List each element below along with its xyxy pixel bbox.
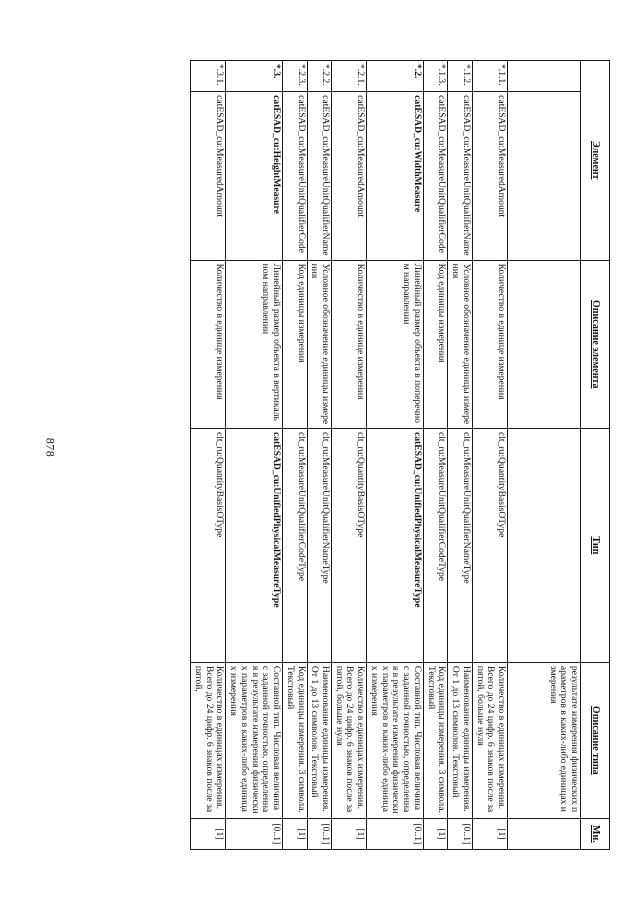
table-header-row bbox=[581, 61, 610, 850]
type-description: Количество в единицах измерения. Всего до 24 цифр. 6 знаков после запятой, больше нуля bbox=[331, 662, 366, 818]
multiplicity: [0..1] bbox=[367, 818, 424, 849]
element-name: catESAD_cu:HeightMeasure bbox=[226, 92, 283, 260]
element-name: catESAD_cu:MeasuredAmount bbox=[472, 92, 507, 260]
element-name: catESAD_cu:MeasuredAmount bbox=[191, 92, 226, 260]
type-name: catESAD_cu:UnifiedPhysicalMeasureType bbox=[226, 428, 283, 662]
type-description: результате измерения физических параметров в каких-либо единицах измерения bbox=[508, 662, 581, 818]
element-name bbox=[508, 92, 581, 260]
type-description: Наименование единицы измерения. От 1 до 13 символов. Текстовый bbox=[448, 662, 472, 818]
multiplicity bbox=[508, 818, 581, 849]
table-row bbox=[283, 61, 307, 850]
type-name: clt_ru:QuantityBasisOType bbox=[331, 428, 366, 662]
header-type-description: Описание типа bbox=[581, 662, 610, 818]
element-description: Линейный размер объекта в вертикальном направлении bbox=[226, 260, 283, 428]
row-index: *.1.3. bbox=[423, 61, 447, 92]
row-index: *.1.1. bbox=[472, 61, 507, 92]
element-name: catESAD_cu:MeasureUnitQualifierName bbox=[448, 92, 472, 260]
element-description: Условное обозначение единицы измерения bbox=[307, 260, 331, 428]
header-element-description: Описание элемента bbox=[581, 260, 610, 428]
row-index: *.3.1. bbox=[191, 61, 226, 92]
page-number: 878 bbox=[43, 437, 58, 458]
type-name: clt_ru:MeasureUnitQualifierCodeType bbox=[283, 428, 307, 662]
type-name: clt_ru:MeasureUnitQualifierNameType bbox=[448, 428, 472, 662]
type-description: Составной тип. Числовая величина с заданной точностью, определенная в результате измерения физических параметров в каких-либо единицах измерения bbox=[367, 662, 424, 818]
type-name: clt_ru:MeasureUnitQualifierNameType bbox=[307, 428, 331, 662]
row-index: *.2.2. bbox=[307, 61, 331, 92]
element-description bbox=[508, 260, 581, 428]
element-description: Условное обозначение единицы измерения bbox=[448, 260, 472, 428]
element-description: Код единицы измерения bbox=[423, 260, 447, 428]
row-index: *.2.1. bbox=[331, 61, 366, 92]
type-name: clt_ru:QuantityBasisOType bbox=[472, 428, 507, 662]
element-name: catESAD_cu:MeasureUnitQualifierName bbox=[307, 92, 331, 260]
table-row bbox=[307, 61, 331, 850]
type-name bbox=[508, 428, 581, 662]
type-name: clt_ru:MeasureUnitQualifierCodeType bbox=[423, 428, 447, 662]
table-row bbox=[423, 61, 447, 850]
row-index: *.3. bbox=[226, 61, 283, 92]
table-row bbox=[367, 61, 424, 850]
table-row bbox=[448, 61, 472, 850]
document-table-region bbox=[90, 60, 610, 850]
type-description: Составной тип. Числовая величина с заданной точностью, определенная в результате измерения физических параметров в каких-либо единицах измерения bbox=[226, 662, 283, 818]
row-index bbox=[508, 61, 581, 92]
type-name: clt_ru:QuantityBasisOType bbox=[191, 428, 226, 662]
row-index: *.1.2. bbox=[448, 61, 472, 92]
element-name: catESAD_cu:MeasuredAmount bbox=[331, 92, 366, 260]
rotated-table-frame bbox=[90, 60, 610, 850]
table-row bbox=[226, 61, 283, 850]
multiplicity: [1] bbox=[423, 818, 447, 849]
multiplicity: [1] bbox=[191, 818, 226, 849]
element-name: catESAD_cu:MeasureUnitQualifierCode bbox=[423, 92, 447, 260]
type-description: Код единицы измерения. 3 символа. Текстовый bbox=[283, 662, 307, 818]
header-multiplicity: Мн. bbox=[581, 818, 610, 849]
table-row bbox=[508, 61, 581, 850]
type-description: Код единицы измерения. 3 символа. Текстовый bbox=[423, 662, 447, 818]
table-row bbox=[472, 61, 507, 850]
row-index: *.2.3. bbox=[283, 61, 307, 92]
row-index: *.2. bbox=[367, 61, 424, 92]
table-row bbox=[191, 61, 226, 850]
multiplicity: [1] bbox=[472, 818, 507, 849]
multiplicity: [0..1] bbox=[448, 818, 472, 849]
element-description: Количество в единице измерения bbox=[472, 260, 507, 428]
element-description: Линейный размер объекта в поперечном направлении bbox=[367, 260, 424, 428]
element-description: Количество в единице измерения bbox=[331, 260, 366, 428]
multiplicity: [0..1] bbox=[226, 818, 283, 849]
element-description-table bbox=[190, 60, 610, 850]
element-description: Количество в единице измерения bbox=[191, 260, 226, 428]
type-description: Количество в единицах измерения. Всего до 24 цифр. 6 знаков после запятой, bbox=[191, 662, 226, 818]
table-row bbox=[331, 61, 366, 850]
header-type: Тип bbox=[581, 428, 610, 662]
element-name: catESAD_cu:MeasureUnitQualifierCode bbox=[283, 92, 307, 260]
header-element: Элемент bbox=[581, 61, 610, 261]
multiplicity: [1] bbox=[283, 818, 307, 849]
type-description: Количество в единицах измерения. Всего до 24 цифр. 6 знаков после запятой, больше нуля bbox=[472, 662, 507, 818]
multiplicity: [0..1] bbox=[307, 818, 331, 849]
type-description: Наименование единицы измерения. От 1 до 13 символов. Текстовый bbox=[307, 662, 331, 818]
multiplicity: [1] bbox=[331, 818, 366, 849]
element-name: catESAD_cu:WidthMeasure bbox=[367, 92, 424, 260]
type-name: catESAD_cu:UnifiedPhysicalMeasureType bbox=[367, 428, 424, 662]
element-description: Код единицы измерения bbox=[283, 260, 307, 428]
